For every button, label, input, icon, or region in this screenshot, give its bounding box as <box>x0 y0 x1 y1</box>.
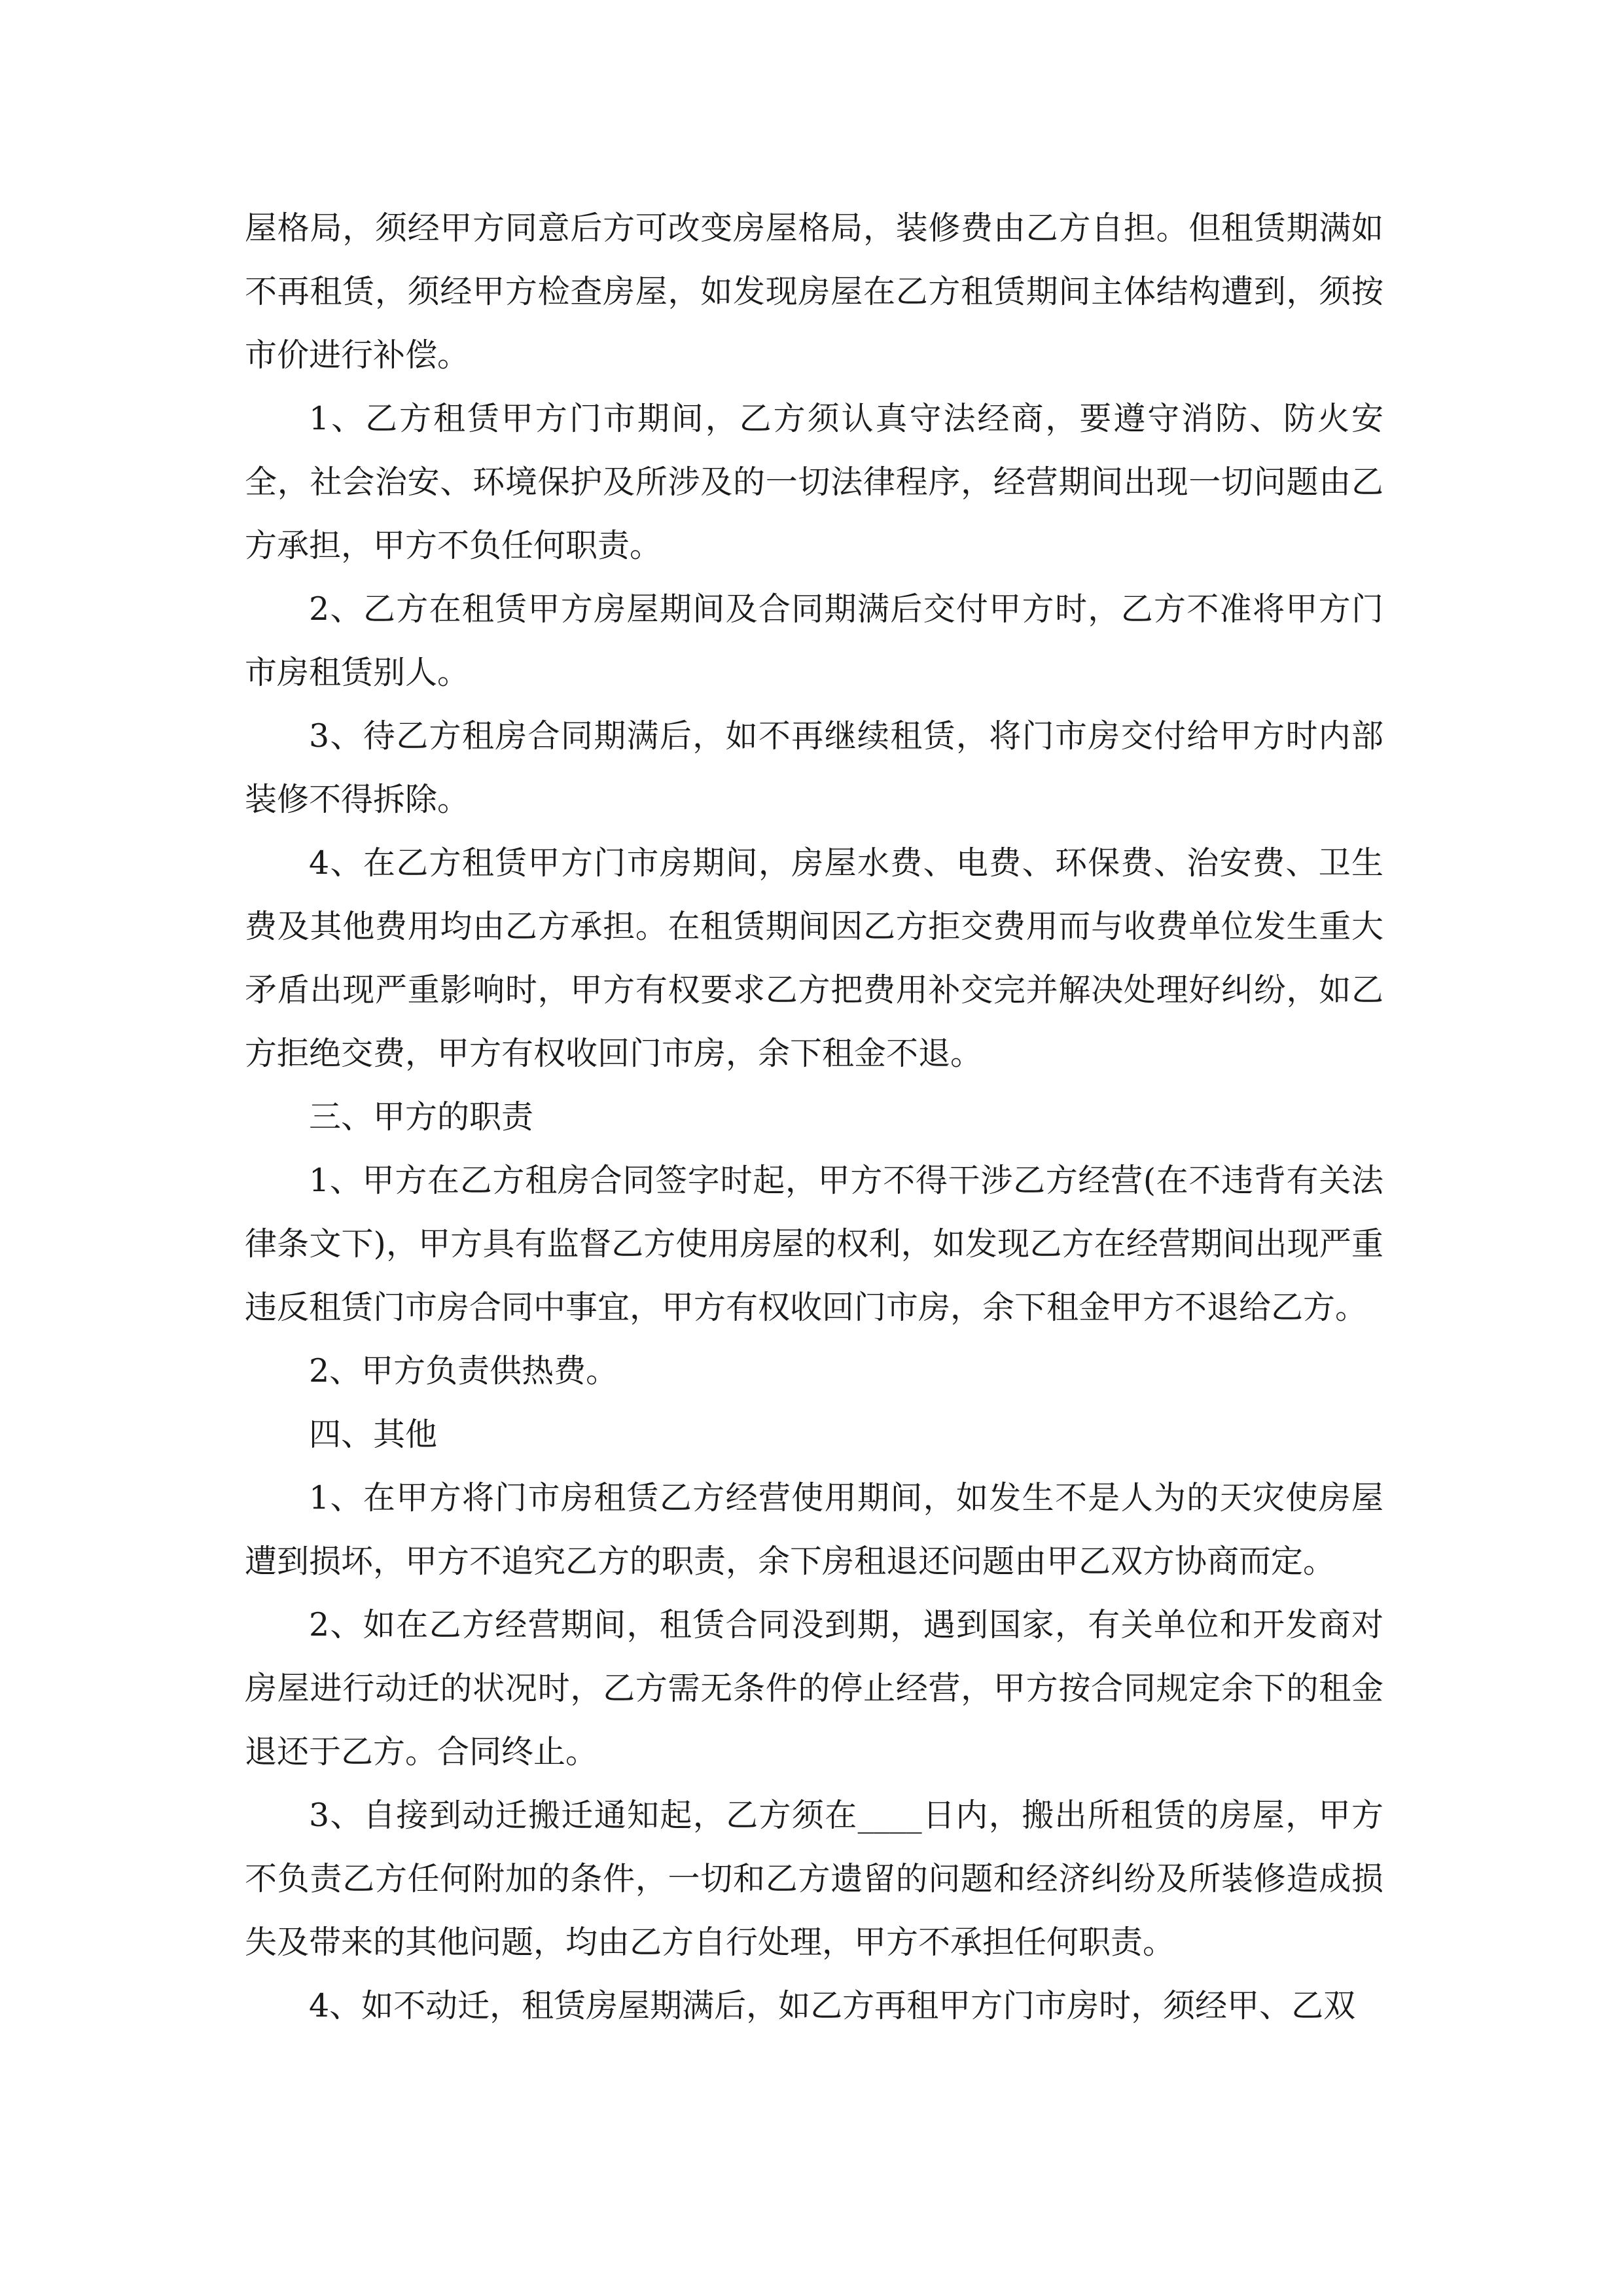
paragraph-8: 2、甲方负责供热费。 <box>309 1352 618 1390</box>
paragraph-3: 2、乙方在租赁甲方房屋期间及合同期满后交付甲方时，乙方不准将甲方门市房租赁别人。 <box>245 590 1383 691</box>
paragraph-11: 2、如在乙方经营期间，租赁合同没到期，遇到国家，有关单位和开发商对房屋进行动迁的状况时，乙方需无条件的停止经营，甲方按合同规定余下的租金退还于乙方。合同终止。 <box>245 1606 1383 1770</box>
paragraph-13: 4、如不动迁，租赁房屋期满后，如乙方再租甲方门市房时，须经甲、乙双 <box>309 1987 1356 2024</box>
paragraph-12: 3、自接到动迁搬迁通知起，乙方须在____日内，搬出所租赁的房屋，甲方不负责乙方任何附加的条件，一切和乙方遗留的问题和经济纠纷及所装修造成损失及带来的其他问题，均由乙方自行处理，甲方不承担任何职责。 <box>245 1797 1383 1961</box>
paragraph-5: 4、在乙方租赁甲方门市房期间，房屋水费、电费、环保费、治安费、卫生费及其他费用均由乙方承担。在租赁期间因乙方拒交费用而与收费单位发生重大矛盾出现严重影响时，甲方有权要求乙方把费用补交完并解决处理好纠纷，如乙方拒绝交费，甲方有权收回门市房，余下租金不退。 <box>245 844 1383 1072</box>
paragraph-2: 1、乙方租赁甲方门市期间，乙方须认真守法经商，要遵守消防、防火安全，社会治安、环境保护及所涉及的一切法律程序，经营期间出现一切问题由乙方承担，甲方不负任何职责。 <box>245 400 1383 564</box>
paragraph-4: 3、待乙方租房合同期满后，如不再继续租赁，将门市房交付给甲方时内部装修不得拆除。 <box>245 717 1383 818</box>
section-heading-3: 三、甲方的职责 <box>309 1098 534 1136</box>
section-heading-4: 四、其他 <box>309 1416 438 1453</box>
paragraph-10: 1、在甲方将门市房租赁乙方经营使用期间，如发生不是人为的天灾使房屋遭到损坏，甲方不追究乙方的职责，余下房租退还问题由甲乙双方协商而定。 <box>245 1479 1383 1580</box>
paragraph-7: 1、甲方在乙方租房合同签字时起，甲方不得干涉乙方经营(在不违背有关法律条文下)，甲方具有监督乙方使用房屋的权利，如发现乙方在经营期间出现严重违反租赁门市房合同中事宜，甲方有权收回门市房，余下租金甲方不退给乙方。 <box>245 1162 1383 1326</box>
paragraph-1: 屋格局，须经甲方同意后方可改变房屋格局，装修费由乙方自担。但租赁期满如不再租赁，须经甲方检查房屋，如发现房屋在乙方租赁期间主体结构遭到，须按市价进行补偿。 <box>245 209 1383 374</box>
document-body <box>245 196 1383 2037</box>
